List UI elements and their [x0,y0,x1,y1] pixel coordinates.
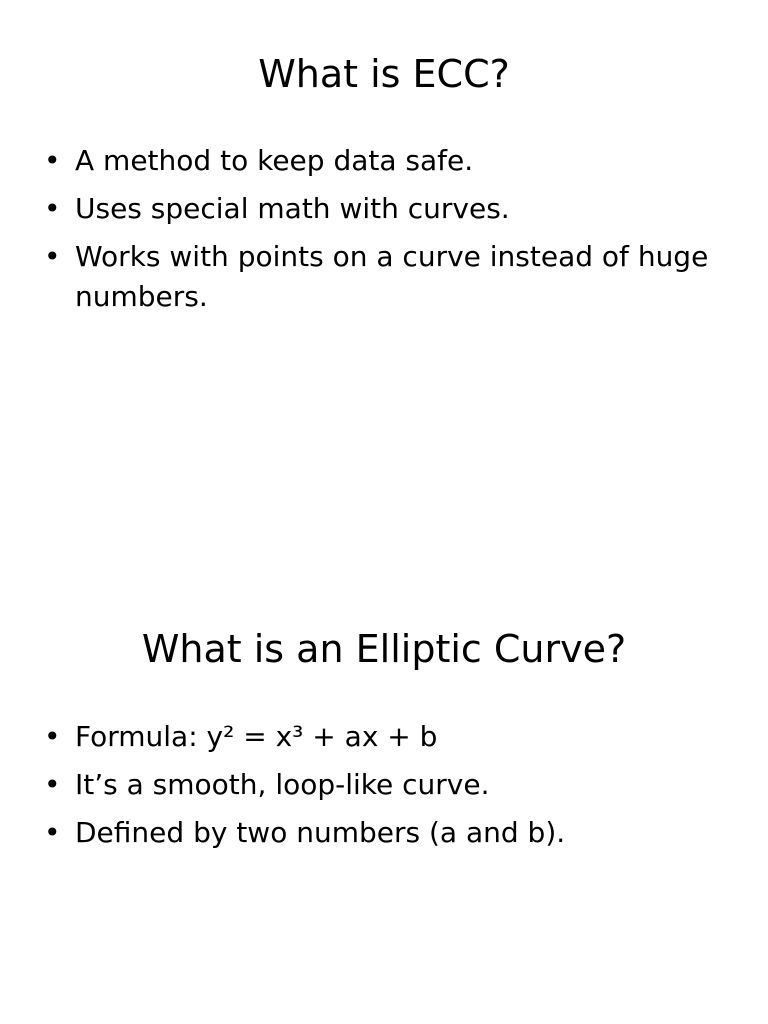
bullet-icon: • [44,144,61,177]
bullet-text: It’s a smooth, loop-like curve. [75,768,490,801]
bullet-icon: • [44,192,61,225]
bullet-icon: • [44,240,61,273]
bullet-text: A method to keep data safe. [75,144,474,177]
bullet-text: Defined by two numbers (a and b). [75,816,566,849]
bullet-text: Formula: y² = x³ + ax + b [75,720,438,753]
bullet-text: Works with points on a curve instead of huge numbers. [75,240,709,313]
slide-title: What is ECC? [258,52,510,96]
slide-what-is-elliptic-curve [0,576,768,1024]
bullet-icon: • [44,816,61,849]
slide-title: What is an Elliptic Curve? [141,627,627,671]
bullet-list [38,717,728,861]
bullet-text: Uses special math with curves. [75,192,510,225]
bullet-item [38,237,728,317]
bullet-item [38,141,728,181]
bullet-icon: • [44,768,61,801]
bullet-item [38,813,728,853]
bullet-icon: • [44,720,61,753]
bullet-item [38,717,728,757]
bullet-item [38,765,728,805]
bullet-list [38,141,728,325]
bullet-item [38,189,728,229]
